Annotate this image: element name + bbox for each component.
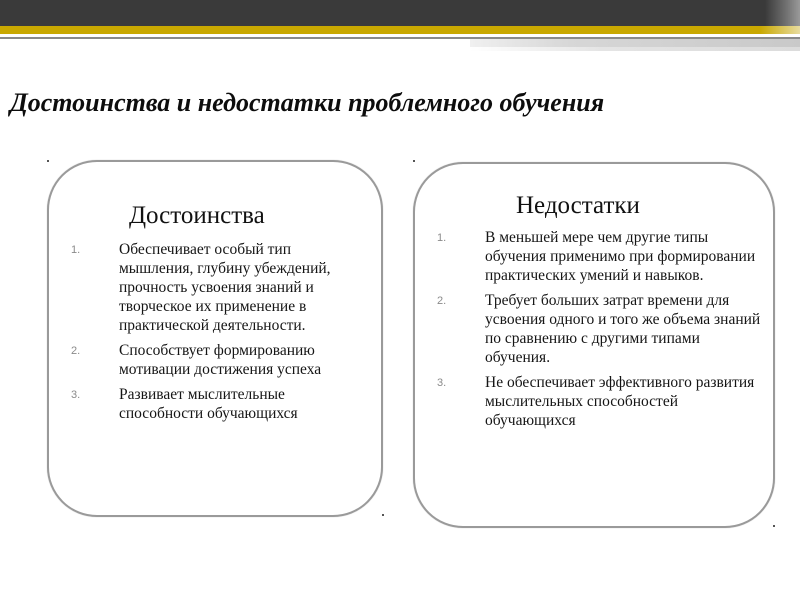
list-item-text: Развивает мыслительные способности обучающихся bbox=[119, 386, 298, 422]
list-number: 3. bbox=[71, 389, 81, 401]
list-item bbox=[433, 373, 765, 430]
advantages-heading: Достоинства bbox=[129, 202, 265, 229]
list-item-text: Обеспечивает особый тип мышления, глубину убеждений, прочность усвоения знаний и творческое их применение в практической деятельности. bbox=[119, 241, 331, 334]
list-item-text: Требует больших затрат времени для усвоения одного и того же объема знаний по сравнению с другими типами обучения. bbox=[485, 292, 761, 366]
list-item bbox=[67, 385, 357, 423]
top-dark-bar bbox=[0, 0, 800, 26]
list-number: 3. bbox=[437, 377, 447, 389]
gray-accent-stripe-lower bbox=[470, 47, 800, 51]
list-item-text: Не обеспечивает эффективного развития мыслительных способностей обучающихся bbox=[485, 374, 755, 429]
page-title: Достоинства и недостатки проблемного обучения bbox=[10, 88, 605, 117]
list-item bbox=[433, 228, 765, 285]
disadvantages-card bbox=[413, 162, 775, 528]
gray-accent-stripe bbox=[470, 39, 800, 47]
list-number: 1. bbox=[71, 244, 81, 256]
advantages-card bbox=[47, 160, 383, 517]
list-number: 2. bbox=[437, 295, 447, 307]
disadvantages-list bbox=[433, 228, 765, 436]
gold-stripe bbox=[0, 26, 800, 34]
decor-dot bbox=[382, 514, 384, 516]
list-item bbox=[67, 240, 357, 335]
disadvantages-heading: Недостатки bbox=[516, 192, 640, 219]
decor-dot bbox=[413, 160, 415, 162]
list-item bbox=[433, 291, 765, 367]
list-item bbox=[67, 341, 357, 379]
list-item-text: Способствует формированию мотивации достижения успеха bbox=[119, 342, 322, 378]
list-number: 2. bbox=[71, 345, 81, 357]
list-item-text: В меньшей мере чем другие типы обучения применимо при формировании практических умений и навыков. bbox=[485, 229, 756, 284]
decor-dot bbox=[773, 525, 775, 527]
advantages-list bbox=[67, 240, 357, 429]
decor-dot bbox=[47, 160, 49, 162]
list-number: 1. bbox=[437, 232, 447, 244]
